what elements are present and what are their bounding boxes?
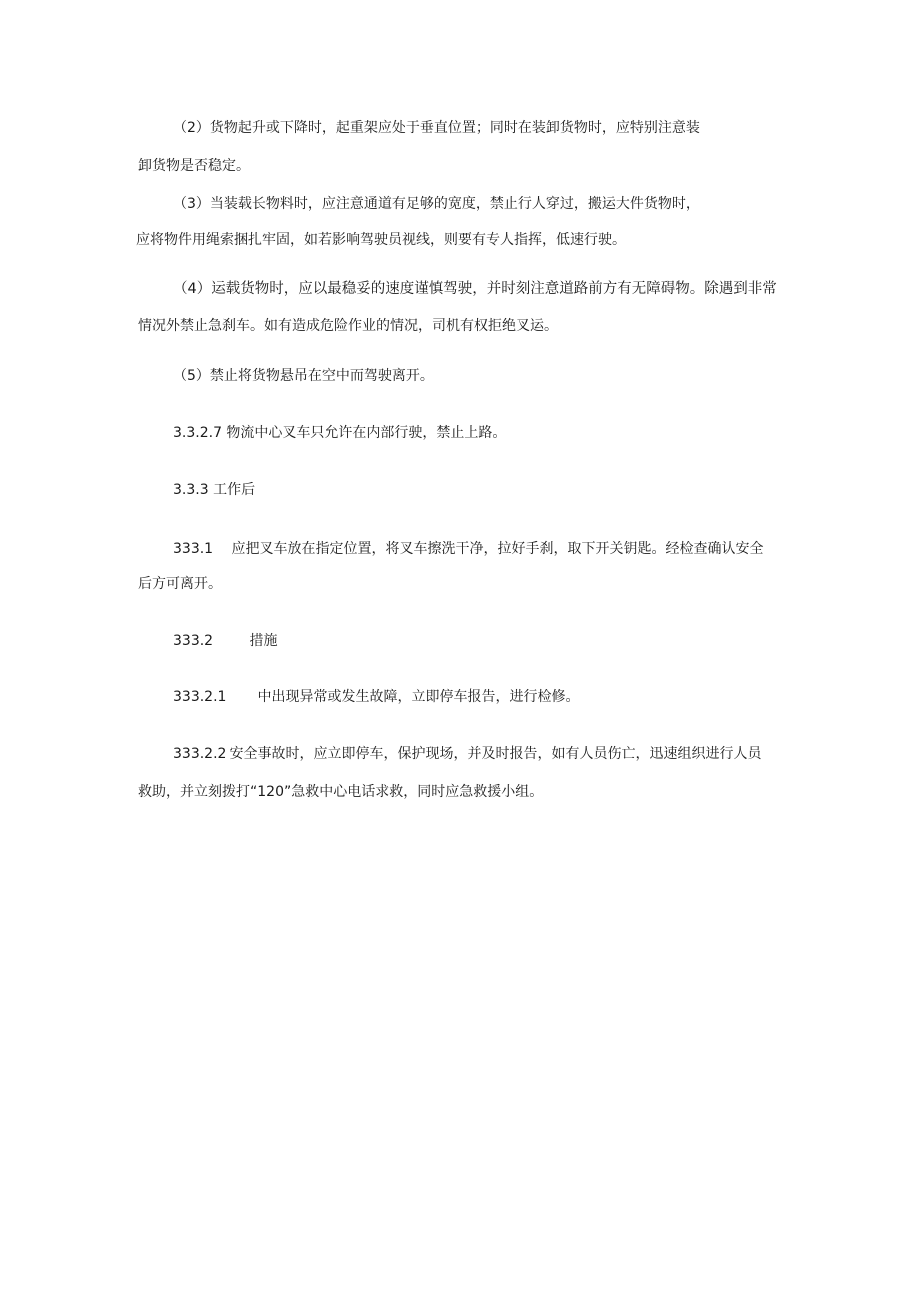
section-number: 333.2.2	[173, 746, 227, 762]
paragraph-3-line-2: 应将物件用绳索捆扎牢固，如若影响驾驶员视线，则要有专人指挥，低速行驶。	[136, 232, 626, 248]
section-text: 应把叉车放在指定位置，将叉车擦洗干净，拉好手刹，取下开关钥匙。经检查确认安全	[231, 541, 764, 557]
section-text: 措施	[249, 633, 278, 649]
paragraph-4-line-1: （4）运载货物时，应以最稳妥的速度谨慎驾驶，并时刻注意道路前方有无障碍物。除遇到非常	[173, 281, 777, 297]
section-number: 333.1	[173, 541, 214, 557]
paragraph-2-line-1: （2）货物起升或下降时，起重架应处于垂直位置；同时在装卸货物时，应特别注意装	[173, 120, 700, 136]
section-number: 333.2.1	[173, 689, 227, 705]
section-number: 333.2	[173, 633, 214, 649]
section-333-2-2-line-1	[173, 744, 761, 764]
section-333-1-line-1	[173, 539, 763, 559]
paragraph-4-line-2: 情况外禁止急刹车。如有造成危险作业的情况，司机有权拒绝叉运。	[138, 318, 558, 334]
section-3-3-2-7: 3.3.2.7 物流中心叉车只允许在内部行驶，禁止上路。	[173, 425, 507, 441]
paragraph-5: （5）禁止将货物悬吊在空中而驾驶离开。	[173, 368, 434, 384]
section-333-1-line-2: 后方可离开。	[138, 576, 222, 592]
paragraph-3-line-1: （3）当装载长物料时，应注意通道有足够的宽度，禁止行人穿过，搬运大件货物时，	[173, 196, 700, 212]
section-333-2	[173, 631, 277, 651]
section-text: 中出现异常或发生故障，立即停车报告，进行检修。	[257, 689, 580, 705]
section-333-2-1	[173, 687, 579, 707]
paragraph-2-line-2: 卸货物是否稳定。	[138, 158, 250, 174]
section-text: 安全事故时，应立即停车，保护现场，并及时报告，如有人员伤亡，迅速组织进行人员	[229, 746, 762, 762]
section-333-2-2-line-2: 救助，并立刻拨打“120”急救中心电话求救，同时应急救援小组。	[138, 784, 544, 800]
section-3-3-3-heading: 3.3.3 工作后	[173, 482, 256, 498]
